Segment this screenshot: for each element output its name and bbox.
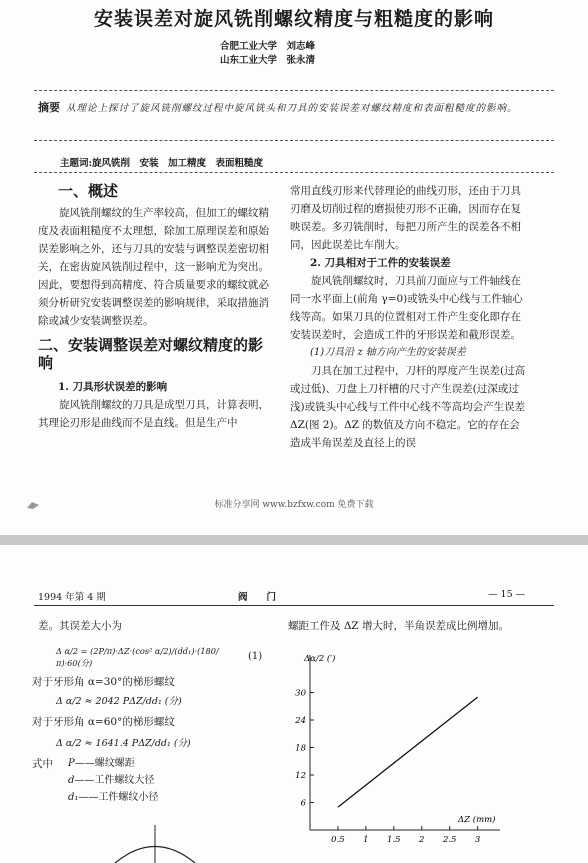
x-tick-label: 3: [474, 835, 481, 845]
x-ticks: [331, 826, 480, 845]
definition-text: ——工件螺纹大径: [74, 775, 155, 786]
series-lines: [338, 697, 478, 807]
page-separator: [0, 535, 588, 545]
keywords: [60, 155, 263, 169]
equation-3: Δ α/2 ≈ 1641.4 PΔZ/dd₁ (分): [56, 738, 191, 749]
partial-figure: [110, 825, 200, 863]
y-tick-label: 12: [295, 771, 306, 781]
paragraph: 旋风铣削螺纹的刀具是成型刀具，计算表明，其理论刃形是曲线而不是直线。但是生产中: [38, 399, 269, 429]
divider: [34, 172, 554, 173]
definition-row: [68, 755, 158, 772]
definition-row: [68, 789, 158, 806]
y-tick-label: 30: [295, 688, 306, 699]
left-column: [38, 182, 274, 432]
x-tick-label: 0.5: [331, 835, 345, 845]
x-tick-label: 1: [363, 835, 369, 845]
right-column-text: 螺距工件及 ΔZ 增大时，半角误差成比例增加。: [288, 620, 510, 632]
equation-2: Δ α/2 ≈ 2042 PΔZ/dd₁ (分): [56, 696, 182, 707]
text-line: 差。其误差大小为: [38, 620, 122, 632]
subsubsection-heading: (1)刀具沿 z 轴方向产生的安装误差: [310, 347, 466, 358]
divider: [34, 140, 554, 141]
y-axis-label: Δα/2 (′): [304, 654, 336, 664]
right-column: [290, 182, 526, 452]
abstract-label: 摘要: [38, 101, 60, 114]
header-rule: [34, 605, 554, 606]
keywords-label: 主题词:: [60, 158, 93, 169]
y-tick-label: 24: [295, 716, 306, 726]
definition-text: ——螺纹螺距: [74, 758, 135, 769]
article-title: 安装误差对旋风铣削螺纹精度与粗糙度的影响: [93, 8, 494, 30]
page-lower: [0, 545, 588, 863]
definition-symbol: d₁: [68, 792, 79, 803]
x-tick-label: 2: [419, 835, 425, 845]
line-chart: [290, 645, 520, 855]
paragraph: 刀具在加工过程中，刀杆的厚度产生误差(过高或过低)、刀盘上刀杆槽的尺寸产生误差(过深或过浅)或铣头中心线与工件中心线不等高均会产生误差 ΔZ(图 2)。ΔZ 的数值及方向不稳定。它的存在会造成半角误差及直径上的误: [290, 365, 526, 449]
author-name: 刘志峰: [286, 41, 316, 52]
y-ticks: [294, 689, 314, 809]
series-line: [338, 697, 478, 807]
divider: [34, 90, 554, 91]
definition-text: ——工件螺纹小径: [78, 792, 159, 803]
paragraph: 旋风铣削螺纹的生产率较高，但加工的螺纹精度及表面粗糙度不太理想，除加工原理误差和原始误差影响之外，还与刀具的安装与调整误差密切相关，在密齿旋风铣削过程中，这一影响尤为突出。因此，要想得到高精度、符合质量要求的螺纹就必须分析研究安装调整误差的影响规律，采取措施消除或减少安装调整误差。: [38, 207, 269, 327]
equation-number: (1): [248, 651, 263, 662]
x-axis-label: ΔZ (mm): [458, 815, 496, 825]
header-issue: 1994 年第 4 期: [38, 592, 106, 603]
paragraph: 常用直线刃形来代替理论的曲线刃形，还由于刀具刃磨及切削过程的磨损使刃形不正确，因而存在复映误差。多刃铣削时，每把刀所产生的误差各不相同，因此误差比车削大。: [290, 185, 521, 251]
definition-row: [68, 772, 158, 789]
paragraph: 旋风铣削螺纹时，刀具前刀面应与工件轴线在同一水平面上(前角 γ=0)或铣头中心线与工件轴心线等高。如果刀具的位置相对工件产生变化即存在安装误差时，会造成工件的牙形误差和截形误差。: [290, 275, 523, 341]
y-tick-label: 6: [300, 798, 306, 809]
y-tick-label: 18: [295, 743, 306, 754]
x-tick-label: 2.5: [442, 835, 457, 845]
author-affiliation: 合肥工业大学: [220, 41, 278, 52]
subsection-heading: 2. 刀具相对于工件的安装误差: [310, 257, 451, 269]
text-line: 对于牙形角 α=30°的梯形螺纹: [32, 676, 175, 688]
left-column: [38, 617, 278, 635]
subsection-heading: 1. 刀具形状误差的影响: [58, 381, 168, 393]
author-affiliation: 山东工业大学: [220, 55, 278, 66]
abstract: [38, 100, 550, 117]
text-line: 对于牙形角 α=60°的梯形螺纹: [32, 716, 175, 728]
section-heading: 二、安装调整误差对螺纹精度的影响: [38, 336, 264, 372]
where-label: 式中: [32, 758, 53, 770]
abstract-text: 从理论上探讨了旋风铣削螺纹过程中旋风铣头和刀具的安装误差对螺纹精度和表面粗糙度的影响。: [66, 103, 518, 114]
equation-1-text: Δ α/2 = (2P/π)·ΔZ·(cos² α/2)/(dd₁)·(180/π)·60(分): [56, 646, 219, 668]
footer-watermark-text: 标准分享网 www.bzfxw.com 免费下载: [214, 500, 374, 510]
author-block: [220, 40, 315, 68]
section-heading: 一、概述: [58, 182, 119, 200]
x-tick-label: 1.5: [387, 835, 401, 845]
header-page-number: — 15 —: [488, 589, 526, 600]
keywords-text: 旋风铣削 安装 加工精度 表面粗糙度: [92, 158, 264, 169]
symbol-definitions: [68, 755, 158, 806]
definition-symbol: d: [68, 775, 75, 786]
header-journal: 阀 门: [238, 592, 277, 603]
definition-symbol: P: [68, 758, 75, 769]
author-name: 张永清: [286, 55, 316, 66]
